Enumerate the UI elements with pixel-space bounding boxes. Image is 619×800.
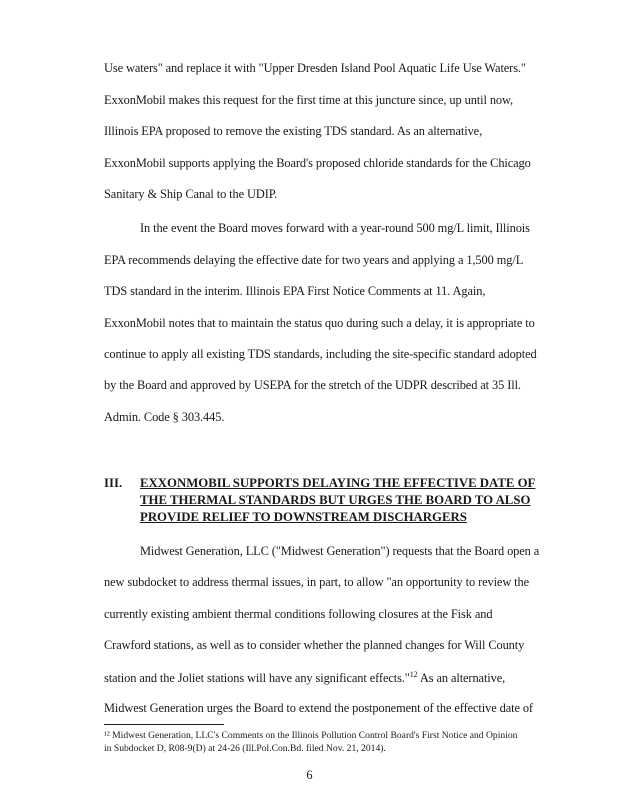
section-heading-line: THE THERMAL STANDARDS BUT URGES THE BOARD TO ALSO (140, 493, 531, 507)
paragraph-2-line: EPA recommends delaying the effective date for two years and applying a 1,500 mg/L (104, 253, 524, 267)
paragraph-3-line-text: As an alternative, (417, 671, 506, 686)
page-number: 6 (306, 768, 313, 782)
paragraph-2-line: continue to apply all existing TDS standards, including the site-specific standard adopted (104, 347, 537, 361)
paragraph-1-line: Use waters" and replace it with "Upper Dresden Island Pool Aquatic Life Use Waters." (104, 61, 526, 75)
paragraph-1-line: ExxonMobil makes this request for the first time at this juncture since, up until now, (104, 93, 514, 107)
paragraph-3-line: new subdocket to address thermal issues, in part, to allow "an opportunity to review the (104, 575, 530, 589)
paragraph-3-line: Crawford stations, as well as to consider whether the planned changes for Will County (104, 638, 525, 652)
paragraph-3-line-text: station and the Joliet stations will have any significant effects." (104, 671, 410, 686)
paragraph-2-line: ExxonMobil notes that to maintain the status quo during such a delay, it is appropriate to (104, 316, 535, 330)
paragraph-1-line: ExxonMobil supports applying the Board's proposed chloride standards for the Chicago (104, 156, 531, 170)
paragraph-2-line: In the event the Board moves forward with a year-round 500 mg/L limit, Illinois (140, 221, 530, 235)
paragraph-1-line: Illinois EPA proposed to remove the existing TDS standard. As an alternative, (104, 124, 483, 138)
paragraph-3-line: currently existing ambient thermal conditions following closures at the Fisk and (104, 607, 493, 621)
paragraph-2-line: TDS standard in the interim. Illinois EPA First Notice Comments at 11. Again, (104, 284, 486, 298)
footnote-line: in Subdocket D, R08-9(D) at 24-26 (Ill.Pol.Con.Bd. filed Nov. 21, 2014). (104, 743, 386, 754)
paragraph-2-line: Admin. Code § 303.445. (104, 410, 225, 424)
footnote-line: ¹² Midwest Generation, LLC's Comments on the Illinois Pollution Control Board's First Notice and Opinion (104, 730, 518, 741)
footnote-divider (104, 724, 224, 725)
paragraph-2-line: by the Board and approved by USEPA for the stretch of the UDPR described at 35 Ill. (104, 378, 521, 392)
section-heading-line: PROVIDE RELIEF TO DOWNSTREAM DISCHARGERS (140, 510, 467, 524)
paragraph-3-line: Midwest Generation urges the Board to extend the postponement of the effective date of (104, 701, 533, 715)
paragraph-3-line: Midwest Generation, LLC ("Midwest Generation") requests that the Board open a (140, 544, 540, 558)
section-heading-line: EXXONMOBIL SUPPORTS DELAYING THE EFFECTIVE DATE OF (140, 476, 536, 490)
footnote-reference[interactable]: 12 (409, 670, 418, 679)
paragraph-3-line (104, 670, 505, 686)
paragraph-1-line: Sanitary & Ship Canal to the UDIP. (104, 187, 278, 201)
section-number: III. (104, 476, 123, 490)
